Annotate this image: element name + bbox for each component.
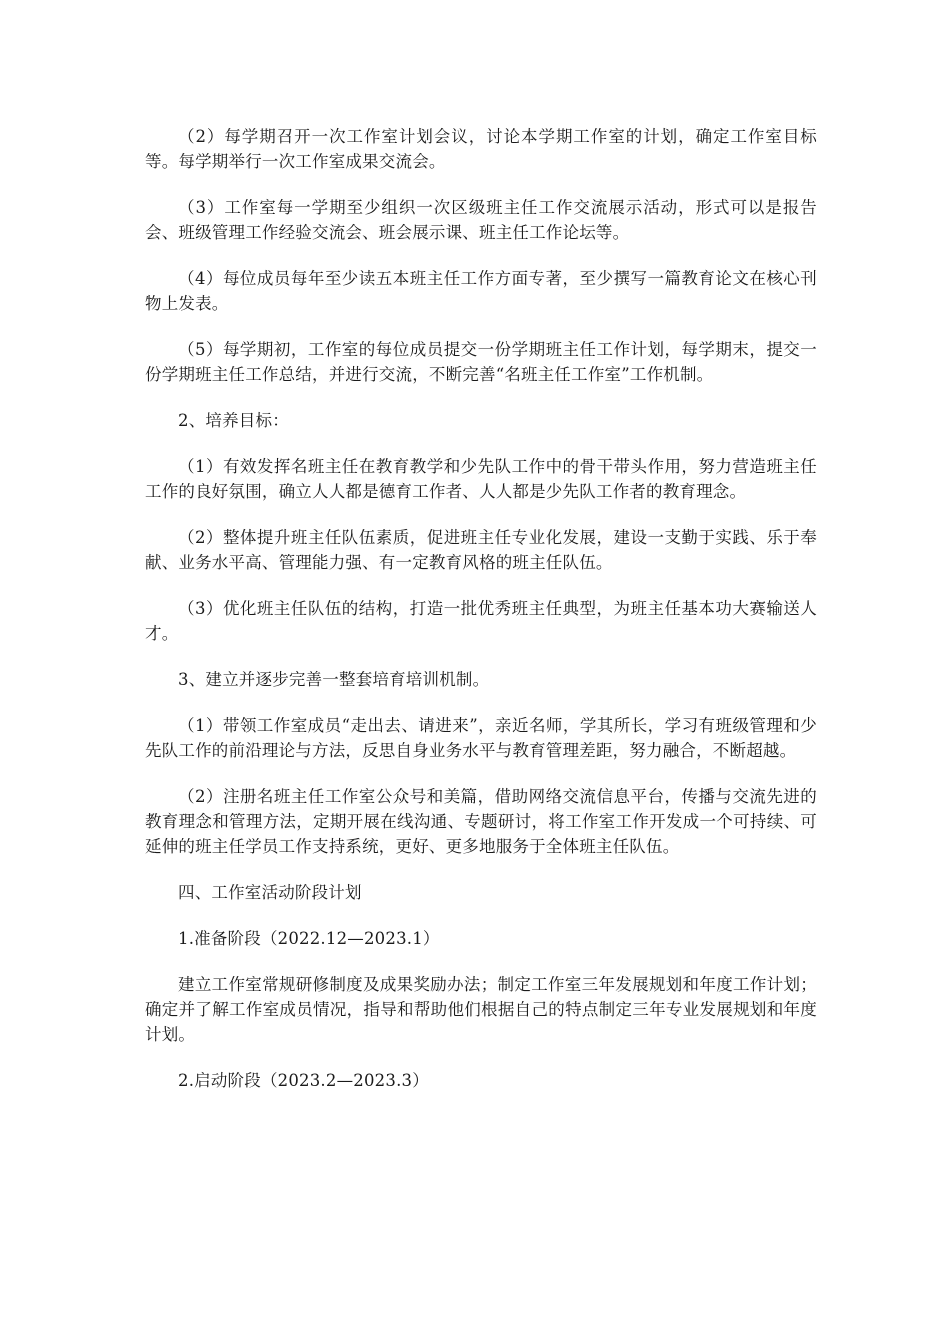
document-body: [145, 124, 817, 1114]
paragraph-mechanism-2: （2）注册名班主任工作室公众号和美篇，借助网络交流信息平台，传播与交流先进的教育理念和管理方法，定期开展在线沟通、专题研讨，将工作室工作开发成一个可持续、可延伸的班主任学员工作支持系统，更好、更多地服务于全体班主任队伍。: [145, 787, 817, 856]
paragraph-preparation-stage: 建立工作室常规研修制度及成果奖励办法；制定工作室三年发展规划和年度工作计划；确定并了解工作室成员情况，指导和帮助他们根据自己的特点制定三年专业发展规划和年度计划。: [145, 975, 817, 1044]
paragraph-goal-1: （1）有效发挥名班主任在教育教学和少先队工作中的骨干带头作用，努力营造班主任工作的良好氛围，确立人人都是德育工作者、人人都是少先队工作者的教育理念。: [145, 457, 817, 501]
paragraph-reading-writing: （4）每位成员每年至少读五本班主任工作方面专著，至少撰写一篇教育论文在核心刊物上发表。: [145, 269, 817, 313]
heading-stage-plan: 四、工作室活动阶段计划: [178, 883, 362, 902]
heading-preparation-stage: 1.准备阶段（2022.12—2023.1）: [178, 929, 440, 948]
heading-training-goals: 2、培养目标：: [178, 411, 289, 430]
heading-launch-stage: 2.启动阶段（2023.2—2023.3）: [178, 1071, 429, 1090]
paragraph-semester-plan: （5）每学期初，工作室的每位成员提交一份学期班主任工作计划，每学期末，提交一份学期班主任工作总结，并进行交流，不断完善“名班主任工作室”工作机制。: [145, 340, 817, 384]
paragraph-meeting-plan: （2）每学期召开一次工作室计划会议，讨论本学期工作室的计划，确定工作室目标等。每学期举行一次工作室成果交流会。: [145, 127, 817, 171]
paragraph-goal-2: （2）整体提升班主任队伍素质，促进班主任专业化发展，建设一支勤于实践、乐于奉献、业务水平高、管理能力强、有一定教育风格的班主任队伍。: [145, 528, 817, 572]
paragraph-mechanism-1: （1）带领工作室成员“走出去、请进来”，亲近名师，学其所长，学习有班级管理和少先队工作的前沿理论与方法，反思自身业务水平与教育管理差距，努力融合，不断超越。: [145, 716, 817, 760]
heading-training-mechanism: 3、建立并逐步完善一整套培育培训机制。: [178, 670, 490, 689]
paragraph-goal-3: （3）优化班主任队伍的结构，打造一批优秀班主任典型，为班主任基本功大赛输送人才。: [145, 599, 817, 643]
paragraph-exchange-activity: （3）工作室每一学期至少组织一次区级班主任工作交流展示活动，形式可以是报告会、班级管理工作经验交流会、班会展示课、班主任工作论坛等。: [145, 198, 817, 242]
